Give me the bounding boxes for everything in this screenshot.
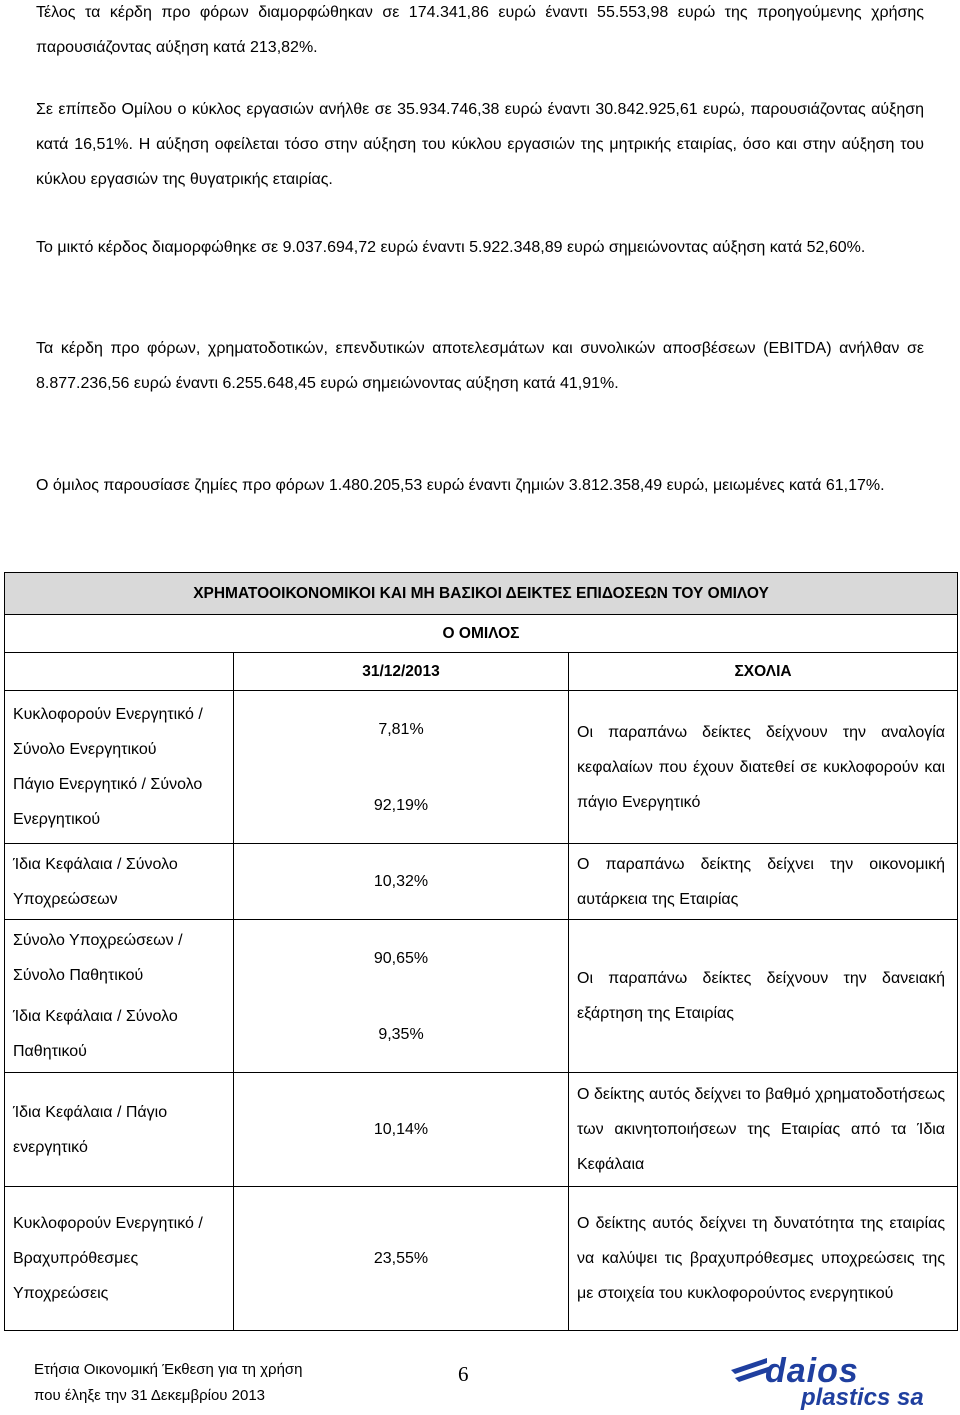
- ratio-value: 7,81%: [378, 720, 424, 738]
- comment-group-3: Οι παραπάνω δείκτες δείχνουν την δανειακή εξάρτηση της Εταιρίας: [569, 920, 958, 1073]
- paragraph-gross-profit: Το μικτό κέρδος διαμορφώθηκε σε 9.037.694,72 ευρώ έναντι 5.922.348,89 ευρώ σημειώνοντας αύξηση κατά 52,60%.: [36, 239, 866, 256]
- comment-group-4: Ο δείκτης αυτός δείχνει το βαθμό χρηματοδοτήσεως των ακινητοποιήσεων της Εταιρίας από τα Ίδια Κεφάλαια: [569, 1073, 958, 1187]
- table-title: ΧΡΗΜΑΤΟΟΙΚΟΝΟΜΙΚΟΙ ΚΑΙ ΜΗ ΒΑΣΙΚΟΙ ΔΕΙΚΤΕΣ ΕΠΙΔΟΣΕΩΝ ΤΟΥ ΟΜΙΛΟΥ: [5, 573, 958, 615]
- paragraph-group-losses: Ο όμιλος παρουσίασε ζημίες προ φόρων 1.480.205,53 ευρώ έναντι ζημιών 3.812.358,49 ευρώ, μειωμένες κατά 61,17%.: [36, 477, 885, 494]
- footer-report-title: Ετήσια Οικονομική Έκθεση για τη χρήση: [34, 1361, 303, 1378]
- ratio-value: 10,14%: [234, 1073, 569, 1187]
- company-logo: [727, 1350, 942, 1410]
- ratio-value: 90,65%: [373, 949, 429, 967]
- ratio-value: 92,19%: [373, 796, 429, 814]
- svg-text:daios: daios: [765, 1352, 859, 1390]
- ratio-value: 23,55%: [234, 1187, 569, 1331]
- ratio-label: Κυκλοφορούν Ενεργητικό / Σύνολο Ενεργητικού: [13, 706, 203, 758]
- column-header-date: 31/12/2013: [234, 653, 569, 691]
- comment-group-1: Οι παραπάνω δείκτες δείχνουν την αναλογία κεφαλαίων που έχουν διατεθεί σε κυκλοφορούν και πάγιο Ενεργητικό: [569, 691, 958, 844]
- ratio-values-group-1: [234, 691, 569, 844]
- paragraph-ebitda: Τα κέρδη προ φόρων, χρηματοδοτικών, επενδυτικών αποτελεσμάτων και συνολικών αποσβέσεων (EBITDA) ανήλθαν σε 8.877.236,56 ευρώ έναντι 6.255.648,45 ευρώ σημειώνοντας αύξηση κατά 41,91%.: [36, 340, 924, 392]
- ratio-label: Ίδια Κεφάλαια / Σύνολο Υποχρεώσεων: [5, 844, 234, 920]
- ratio-labels-group-3: [5, 920, 234, 1073]
- table-subtitle: Ο ΟΜΙΛΟΣ: [5, 615, 958, 653]
- ratio-label: Κυκλοφορούν Ενεργητικό / Βραχυπρόθεσμες Υποχρεώσεις: [5, 1187, 234, 1331]
- paragraph-profit-before-tax: Τέλος τα κέρδη προ φόρων διαμορφώθηκαν σε 174.341,86 ευρώ έναντι 55.553,98 ευρώ της προηγούμενης χρήσης παρουσιάζοντας αύξηση κατά 213,82%.: [36, 4, 924, 56]
- comment-group-2: Ο παραπάνω δείκτης δείχνει την οικονομική αυτάρκεια της Εταιρίας: [569, 844, 958, 920]
- ratio-labels-group-1: [5, 691, 234, 844]
- ratio-value: 9,35%: [378, 1025, 424, 1043]
- header-empty-cell: [5, 653, 234, 691]
- ratio-value: 10,32%: [234, 844, 569, 920]
- indicators-table: [4, 572, 958, 1331]
- daios-plastics-logo-icon: [727, 1350, 942, 1410]
- ratio-label: Πάγιο Ενεργητικό / Σύνολο Ενεργητικού: [13, 776, 203, 828]
- ratio-label: Σύνολο Υποχρεώσεων / Σύνολο Παθητικού: [13, 932, 183, 984]
- column-header-comments: ΣΧΟΛΙΑ: [569, 653, 958, 691]
- ratio-values-group-3: [234, 920, 569, 1073]
- footer-report-period: που έληξε την 31 Δεκεμβρίου 2013: [34, 1387, 266, 1404]
- svg-text:plastics sa: plastics sa: [801, 1384, 924, 1410]
- paragraph-group-turnover: Σε επίπεδο Ομίλου ο κύκλος εργασιών ανήλθε σε 35.934.746,38 ευρώ έναντι 30.842.925,61 ευρώ, παρουσιάζοντας αύξηση κατά 16,51%. Η αύξηση οφείλεται τόσο στην αύξηση του κύκλου εργασιών της μητρικής εταιρίας, όσο και στην αύξηση του κύκλου εργασιών της θυγατρικής εταιρίας.: [36, 101, 924, 188]
- ratio-label: Ίδια Κεφάλαια / Πάγιο ενεργητικό: [5, 1073, 234, 1187]
- ratio-label: Ίδια Κεφάλαια / Σύνολο Παθητικού: [13, 1008, 178, 1060]
- page-number: 6: [458, 1362, 469, 1386]
- comment-group-5: Ο δείκτης αυτός δείχνει τη δυνατότητα της εταιρίας να καλύψει τις βραχυπρόθεσμες υποχρεώσεις της με στοιχεία του κυκλοφορούντος ενεργητικού: [569, 1187, 958, 1331]
